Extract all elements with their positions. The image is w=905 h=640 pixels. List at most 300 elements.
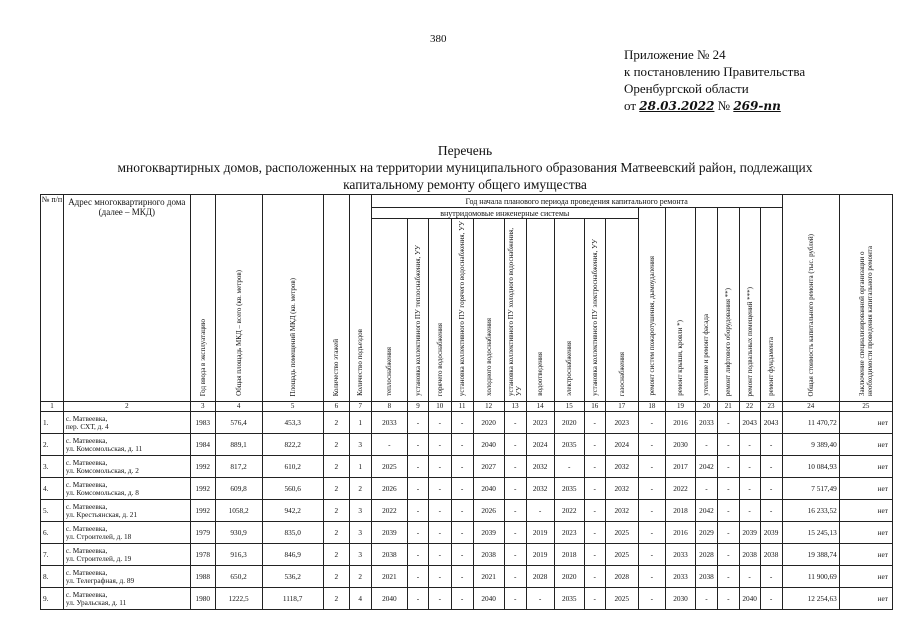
- header-fire-systems: ремонт систем пожаротушения, дымоудаления: [638, 208, 665, 402]
- row-repair-year: -: [526, 588, 554, 610]
- header-internal-col-3: горячего водоснабжения: [428, 219, 451, 402]
- header-internal-col-1: теплоснабжения: [371, 219, 407, 402]
- row-total-area: 817,2: [215, 456, 262, 478]
- row-entrances: 4: [349, 588, 371, 610]
- appendix-line-1: Приложение № 24: [624, 47, 726, 62]
- row-repair-year: -: [760, 566, 782, 588]
- row-address: [63, 500, 190, 522]
- row-repair-year: 2016: [665, 412, 695, 434]
- row-address: [63, 544, 190, 566]
- column-number: 8: [371, 402, 407, 412]
- row-floors: 2: [323, 566, 349, 588]
- address-locality: с. Матвеевка,: [65, 501, 108, 511]
- row-repair-year: 2021: [473, 566, 504, 588]
- row-repair-year: -: [504, 412, 526, 434]
- column-number: 19: [665, 402, 695, 412]
- row-number: 7.: [41, 544, 64, 566]
- row-year: 1992: [190, 500, 215, 522]
- row-repair-year: 2028: [526, 566, 554, 588]
- row-year: 1979: [190, 522, 215, 544]
- column-number: 2: [63, 402, 190, 412]
- row-repair-year: -: [717, 456, 739, 478]
- row-repair-year: -: [717, 566, 739, 588]
- address-street: ул. Строителей, д. 18: [65, 531, 132, 541]
- row-total-area: 889,1: [215, 434, 262, 456]
- number-label: №: [717, 98, 731, 113]
- row-floors: 2: [323, 544, 349, 566]
- row-repair-year: 2032: [526, 478, 554, 500]
- header-internal-col-9: установка коллективного ПУ электроснабжения, УУ: [584, 219, 605, 402]
- column-number: 21: [717, 402, 739, 412]
- row-repair-year: -: [696, 434, 718, 456]
- row-year: 1983: [190, 412, 215, 434]
- row-repair-year: -: [428, 456, 451, 478]
- row-entrances: 3: [349, 500, 371, 522]
- row-year: 1984: [190, 434, 215, 456]
- column-number: 16: [584, 402, 605, 412]
- row-entrances: 2: [349, 566, 371, 588]
- row-total-cost: 11 470,72: [782, 412, 839, 434]
- row-repair-year: 2022: [554, 500, 584, 522]
- column-number: 1: [41, 402, 64, 412]
- header-internal-col-8: электроснабжения: [554, 219, 584, 402]
- row-repair-year: -: [428, 478, 451, 500]
- header-conclusion: Заключение специализированной организации о необходимости проведения капитального ремонта: [839, 195, 892, 402]
- row-conclusion: нет: [839, 412, 892, 434]
- column-number: 4: [215, 402, 262, 412]
- row-repair-year: -: [584, 566, 605, 588]
- row-repair-year: 2026: [371, 478, 407, 500]
- row-repair-year: 2043: [739, 412, 760, 434]
- row-repair-year: 2025: [371, 456, 407, 478]
- header-elevator: ремонт лифтового оборудования **): [717, 208, 739, 402]
- row-total-area: 916,3: [215, 544, 262, 566]
- row-total-cost: 11 900,69: [782, 566, 839, 588]
- row-repair-year: -: [638, 478, 665, 500]
- row-repair-year: -: [760, 456, 782, 478]
- column-number: 5: [262, 402, 323, 412]
- row-entrances: 3: [349, 544, 371, 566]
- column-numbers-row: [41, 402, 893, 412]
- row-repair-year: 2043: [760, 412, 782, 434]
- appendix-date-line: [624, 97, 805, 115]
- row-repair-year: 2039: [739, 522, 760, 544]
- row-repair-year: -: [451, 522, 473, 544]
- row-conclusion: нет: [839, 588, 892, 610]
- row-repair-year: 2039: [760, 522, 782, 544]
- row-repair-year: -: [504, 588, 526, 610]
- row-repair-year: -: [504, 544, 526, 566]
- row-repair-year: 2038: [739, 544, 760, 566]
- row-repair-year: 2038: [473, 544, 504, 566]
- header-floors: Количество этажей: [323, 195, 349, 402]
- row-premises-area: 610,2: [262, 456, 323, 478]
- row-repair-year: -: [638, 566, 665, 588]
- table-row: [41, 500, 893, 522]
- row-premises-area: 835,0: [262, 522, 323, 544]
- row-repair-year: -: [638, 456, 665, 478]
- row-repair-year: -: [371, 434, 407, 456]
- row-repair-year: 2032: [526, 456, 554, 478]
- row-repair-year: -: [428, 544, 451, 566]
- row-floors: 2: [323, 412, 349, 434]
- row-number: 9.: [41, 588, 64, 610]
- row-repair-year: -: [717, 412, 739, 434]
- row-repair-year: -: [584, 588, 605, 610]
- row-repair-year: -: [428, 588, 451, 610]
- row-repair-year: -: [584, 544, 605, 566]
- table-row: [41, 566, 893, 588]
- address-street: ул. Крестьянская, д. 21: [65, 509, 138, 519]
- row-repair-year: -: [717, 544, 739, 566]
- row-total-area: 650,2: [215, 566, 262, 588]
- row-premises-area: 536,2: [262, 566, 323, 588]
- row-total-cost: 15 245,13: [782, 522, 839, 544]
- header-premises-area: Площадь помещений МКД (кв. метров): [262, 195, 323, 402]
- row-repair-year: -: [717, 478, 739, 500]
- row-repair-year: 2040: [473, 434, 504, 456]
- column-number: 22: [739, 402, 760, 412]
- row-repair-year: 2030: [665, 434, 695, 456]
- address-street: ул. Телеграфная, д. 89: [65, 575, 135, 585]
- row-total-cost: 16 233,52: [782, 500, 839, 522]
- row-repair-year: -: [504, 456, 526, 478]
- row-repair-year: -: [408, 412, 429, 434]
- row-entrances: 1: [349, 412, 371, 434]
- header-foundation: ремонт фундамента: [760, 208, 782, 402]
- row-conclusion: нет: [839, 456, 892, 478]
- header-total-area: Общая площадь МКД – всего (кв. метров): [215, 195, 262, 402]
- row-repair-year: 2023: [526, 412, 554, 434]
- row-repair-year: 2027: [473, 456, 504, 478]
- row-total-cost: 7 517,49: [782, 478, 839, 500]
- row-year: 1992: [190, 478, 215, 500]
- row-repair-year: -: [451, 566, 473, 588]
- row-floors: 2: [323, 478, 349, 500]
- row-total-cost: 19 388,74: [782, 544, 839, 566]
- row-repair-year: 2016: [665, 522, 695, 544]
- row-repair-year: 2033: [665, 566, 695, 588]
- row-repair-year: -: [638, 522, 665, 544]
- row-repair-year: 2038: [371, 544, 407, 566]
- row-repair-year: 2042: [696, 456, 718, 478]
- row-repair-year: -: [739, 456, 760, 478]
- row-repair-year: 2022: [371, 500, 407, 522]
- row-total-area: 576,4: [215, 412, 262, 434]
- row-number: 4.: [41, 478, 64, 500]
- table-row: [41, 544, 893, 566]
- row-repair-year: -: [638, 588, 665, 610]
- table-row: [41, 588, 893, 610]
- row-repair-year: -: [584, 522, 605, 544]
- appendix-block: [624, 46, 805, 115]
- row-repair-year: -: [739, 478, 760, 500]
- title-line-3: капитальному ремонту общего имущества: [343, 177, 587, 192]
- row-repair-year: -: [451, 434, 473, 456]
- column-number: 18: [638, 402, 665, 412]
- column-number: 14: [526, 402, 554, 412]
- address-street: ул. Комсомольская, д. 11: [65, 443, 143, 453]
- row-conclusion: нет: [839, 500, 892, 522]
- buildings-table: [40, 194, 893, 610]
- row-repair-year: -: [408, 478, 429, 500]
- table-row: [41, 456, 893, 478]
- title-line-1: Перечень: [437, 143, 493, 158]
- row-number: 8.: [41, 566, 64, 588]
- address-street: пер. СХТ, д. 4: [65, 421, 109, 431]
- row-address: [63, 566, 190, 588]
- row-repair-year: -: [408, 588, 429, 610]
- row-repair-year: -: [717, 588, 739, 610]
- row-repair-year: -: [696, 478, 718, 500]
- row-repair-year: 2022: [665, 478, 695, 500]
- row-repair-year: -: [408, 544, 429, 566]
- row-repair-year: 2030: [665, 588, 695, 610]
- row-premises-area: 1118,7: [262, 588, 323, 610]
- header-basement: ремонт подвальных помещений ***): [739, 208, 760, 402]
- row-repair-year: 2040: [473, 478, 504, 500]
- row-repair-year: -: [428, 566, 451, 588]
- row-repair-year: -: [451, 456, 473, 478]
- row-repair-year: -: [504, 522, 526, 544]
- title-line-2: многоквартирных домов, расположенных на территории муниципального образования Матвеевский район, подлежащих: [117, 160, 813, 175]
- row-number: 2.: [41, 434, 64, 456]
- address-locality: с. Матвеевка,: [65, 413, 108, 423]
- row-entrances: 3: [349, 434, 371, 456]
- row-number: 1.: [41, 412, 64, 434]
- row-repair-year: -: [451, 412, 473, 434]
- row-repair-year: 2017: [665, 456, 695, 478]
- row-premises-area: 846,9: [262, 544, 323, 566]
- header-total-cost: Общая стоимость капитального ремонта (тыс. рублей): [782, 195, 839, 402]
- row-repair-year: -: [739, 500, 760, 522]
- row-total-cost: 12 254,63: [782, 588, 839, 610]
- column-number: 10: [428, 402, 451, 412]
- row-repair-year: -: [696, 588, 718, 610]
- row-repair-year: 2040: [371, 588, 407, 610]
- row-floors: 2: [323, 500, 349, 522]
- row-repair-year: -: [451, 478, 473, 500]
- row-repair-year: 2028: [696, 544, 718, 566]
- row-premises-area: 822,2: [262, 434, 323, 456]
- header-roof: ремонт крыши, кровли *): [665, 208, 695, 402]
- column-number: 9: [408, 402, 429, 412]
- column-number: 17: [605, 402, 638, 412]
- row-floors: 2: [323, 456, 349, 478]
- column-number: 13: [504, 402, 526, 412]
- row-repair-year: 2024: [605, 434, 638, 456]
- row-repair-year: 2033: [665, 544, 695, 566]
- row-repair-year: -: [408, 522, 429, 544]
- appendix-line-2: к постановлению Правительства: [624, 64, 806, 79]
- row-address: [63, 412, 190, 434]
- row-total-cost: 9 389,40: [782, 434, 839, 456]
- row-repair-year: 2028: [605, 566, 638, 588]
- header-internal-group: внутридомовые инженерные системы: [371, 208, 638, 219]
- row-repair-year: 2042: [696, 500, 718, 522]
- row-number: 6.: [41, 522, 64, 544]
- row-number: 3.: [41, 456, 64, 478]
- address-locality: с. Матвеевка,: [65, 435, 108, 445]
- appendix-line-3: Оренбургской области: [624, 81, 749, 96]
- row-repair-year: -: [760, 434, 782, 456]
- row-entrances: 3: [349, 522, 371, 544]
- column-number: 6: [323, 402, 349, 412]
- table-row: [41, 434, 893, 456]
- row-address: [63, 434, 190, 456]
- column-number: 15: [554, 402, 584, 412]
- row-repair-year: -: [717, 522, 739, 544]
- header-internal-col-6: установка коллективного ПУ холодного водоснабжения, УУ: [504, 219, 526, 402]
- row-premises-area: 560,6: [262, 478, 323, 500]
- address-street: ул. Уральская, д. 11: [65, 597, 127, 607]
- row-repair-year: -: [428, 522, 451, 544]
- row-entrances: 2: [349, 478, 371, 500]
- table-row: [41, 412, 893, 434]
- row-repair-year: -: [638, 412, 665, 434]
- row-repair-year: 2019: [526, 522, 554, 544]
- row-repair-year: 2020: [473, 412, 504, 434]
- row-repair-year: -: [739, 434, 760, 456]
- table-row: [41, 522, 893, 544]
- header-internal-col-2: установка коллективного ПУ теплоснабжения, УУ: [408, 219, 429, 402]
- header-internal-col-10: газоснабжения: [605, 219, 638, 402]
- row-repair-year: -: [428, 434, 451, 456]
- header-facade: утепление и ремонт фасада: [696, 208, 718, 402]
- row-repair-year: -: [760, 588, 782, 610]
- page-number: 380: [430, 33, 447, 45]
- handwritten-date: 28.03.2022: [639, 99, 715, 113]
- row-repair-year: 2039: [371, 522, 407, 544]
- from-label: от: [624, 98, 637, 113]
- row-floors: 2: [323, 522, 349, 544]
- row-repair-year: -: [584, 456, 605, 478]
- row-repair-year: -: [504, 566, 526, 588]
- row-repair-year: 2033: [371, 412, 407, 434]
- header-address: Адрес многоквартирного дома (далее – МКД): [63, 195, 190, 402]
- row-conclusion: нет: [839, 478, 892, 500]
- table-row: [41, 478, 893, 500]
- row-floors: 2: [323, 588, 349, 610]
- header-internal-col-5: холодного водоснабжения: [473, 219, 504, 402]
- row-repair-year: -: [760, 500, 782, 522]
- row-repair-year: 2040: [739, 588, 760, 610]
- row-year: 1980: [190, 588, 215, 610]
- row-repair-year: 2020: [554, 412, 584, 434]
- row-year: 1978: [190, 544, 215, 566]
- row-repair-year: 2035: [554, 434, 584, 456]
- header-internal-col-7: водоотведения: [526, 219, 554, 402]
- address-locality: с. Матвеевка,: [65, 545, 108, 555]
- row-total-area: 1222,5: [215, 588, 262, 610]
- column-number: 3: [190, 402, 215, 412]
- row-repair-year: 2019: [526, 544, 554, 566]
- row-repair-year: 2032: [605, 478, 638, 500]
- row-premises-area: 453,3: [262, 412, 323, 434]
- header-num: № п/п: [41, 195, 64, 402]
- address-locality: с. Матвеевка,: [65, 523, 108, 533]
- row-total-area: 1058,2: [215, 500, 262, 522]
- header-entrances: Количество подъездов: [349, 195, 371, 402]
- row-address: [63, 522, 190, 544]
- row-repair-year: -: [717, 500, 739, 522]
- row-address: [63, 456, 190, 478]
- address-locality: с. Матвеевка,: [65, 479, 108, 489]
- address-street: ул. Комсомольская, д. 2: [65, 465, 139, 475]
- row-repair-year: -: [451, 588, 473, 610]
- address-locality: с. Матвеевка,: [65, 457, 108, 467]
- header-internal-col-4: установка коллективного ПУ горячего водоснабжения, УУ: [451, 219, 473, 402]
- row-repair-year: -: [408, 566, 429, 588]
- row-repair-year: -: [584, 478, 605, 500]
- column-number: 7: [349, 402, 371, 412]
- row-repair-year: -: [584, 500, 605, 522]
- row-year: 1992: [190, 456, 215, 478]
- row-repair-year: 2026: [473, 500, 504, 522]
- row-floors: 2: [323, 434, 349, 456]
- row-repair-year: -: [428, 500, 451, 522]
- row-repair-year: -: [638, 544, 665, 566]
- row-repair-year: -: [451, 544, 473, 566]
- row-repair-year: 2025: [605, 588, 638, 610]
- row-premises-area: 942,2: [262, 500, 323, 522]
- column-number: 11: [451, 402, 473, 412]
- row-repair-year: -: [638, 500, 665, 522]
- row-repair-year: -: [408, 456, 429, 478]
- row-address: [63, 588, 190, 610]
- row-total-area: 609,8: [215, 478, 262, 500]
- row-repair-year: 2038: [760, 544, 782, 566]
- row-repair-year: 2018: [665, 500, 695, 522]
- address-street: ул. Комсомольская, д. 8: [65, 487, 139, 497]
- row-repair-year: 2023: [554, 522, 584, 544]
- row-repair-year: -: [408, 500, 429, 522]
- row-repair-year: 2025: [605, 544, 638, 566]
- row-repair-year: -: [739, 566, 760, 588]
- row-number: 5.: [41, 500, 64, 522]
- column-number: 24: [782, 402, 839, 412]
- row-repair-year: -: [408, 434, 429, 456]
- row-conclusion: нет: [839, 544, 892, 566]
- row-repair-year: 2035: [554, 588, 584, 610]
- row-repair-year: 2040: [473, 588, 504, 610]
- row-repair-year: 2035: [554, 478, 584, 500]
- row-repair-year: 2023: [605, 412, 638, 434]
- row-repair-year: 2021: [371, 566, 407, 588]
- row-repair-year: -: [451, 500, 473, 522]
- row-repair-year: 2024: [526, 434, 554, 456]
- column-number: 12: [473, 402, 504, 412]
- row-repair-year: 2020: [554, 566, 584, 588]
- row-entrances: 1: [349, 456, 371, 478]
- row-repair-year: 2032: [605, 500, 638, 522]
- row-repair-year: -: [504, 500, 526, 522]
- row-total-cost: 10 084,93: [782, 456, 839, 478]
- row-conclusion: нет: [839, 434, 892, 456]
- row-conclusion: нет: [839, 566, 892, 588]
- row-repair-year: 2018: [554, 544, 584, 566]
- column-number: 25: [839, 402, 892, 412]
- row-repair-year: -: [504, 434, 526, 456]
- row-address: [63, 478, 190, 500]
- row-year: 1988: [190, 566, 215, 588]
- address-locality: с. Матвеевка,: [65, 589, 108, 599]
- row-total-area: 930,9: [215, 522, 262, 544]
- row-repair-year: -: [504, 478, 526, 500]
- row-repair-year: -: [717, 434, 739, 456]
- row-conclusion: нет: [839, 522, 892, 544]
- row-repair-year: 2032: [605, 456, 638, 478]
